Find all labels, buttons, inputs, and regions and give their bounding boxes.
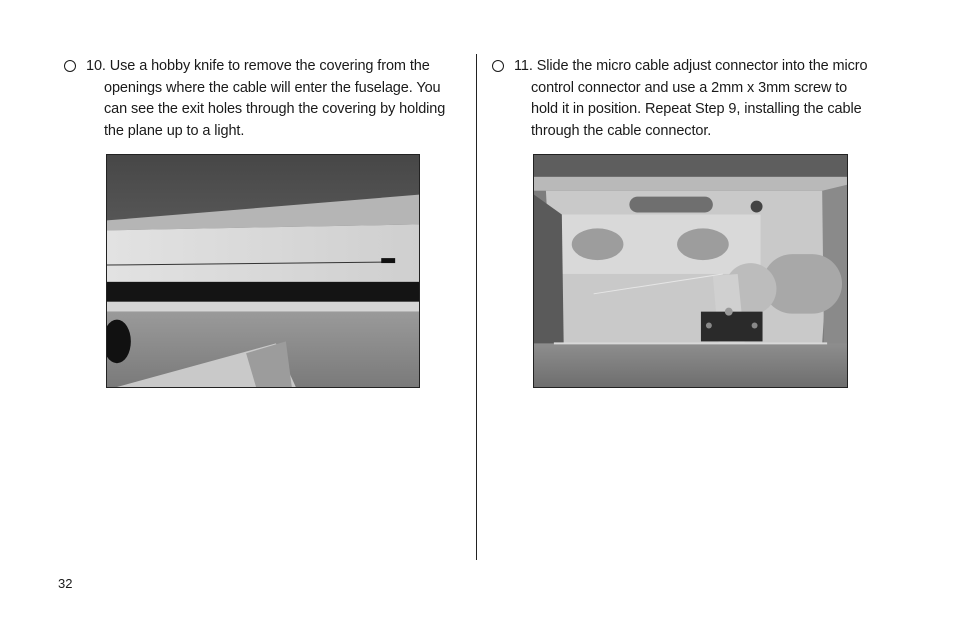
step-11-line-2: control connector and use a 2mm x 3mm screw to	[531, 79, 848, 96]
column-divider	[476, 54, 477, 560]
step-11-line-3: hold it in position. Repeat Step 9, installing the cable	[531, 101, 862, 117]
step-11-photo	[533, 154, 848, 388]
step-10-photo	[106, 154, 420, 388]
step-10-line-2: openings where the cable will enter the fuselage. You	[104, 79, 441, 96]
page-number: 32	[58, 576, 73, 591]
step-10-line-3: can see the exit holes through the covering by holding	[104, 101, 446, 117]
step-11-line-4: through the cable connector.	[531, 122, 712, 139]
step-10-line-4: the plane up to a light.	[104, 122, 245, 139]
checkbox-circle-icon[interactable]	[492, 60, 504, 72]
step-11-line-1: 11. Slide the micro cable adjust connector into the micro	[514, 58, 868, 74]
step-10-line-1: 10. Use a hobby knife to remove the covering from the	[86, 58, 430, 74]
checkbox-circle-icon[interactable]	[64, 60, 76, 72]
